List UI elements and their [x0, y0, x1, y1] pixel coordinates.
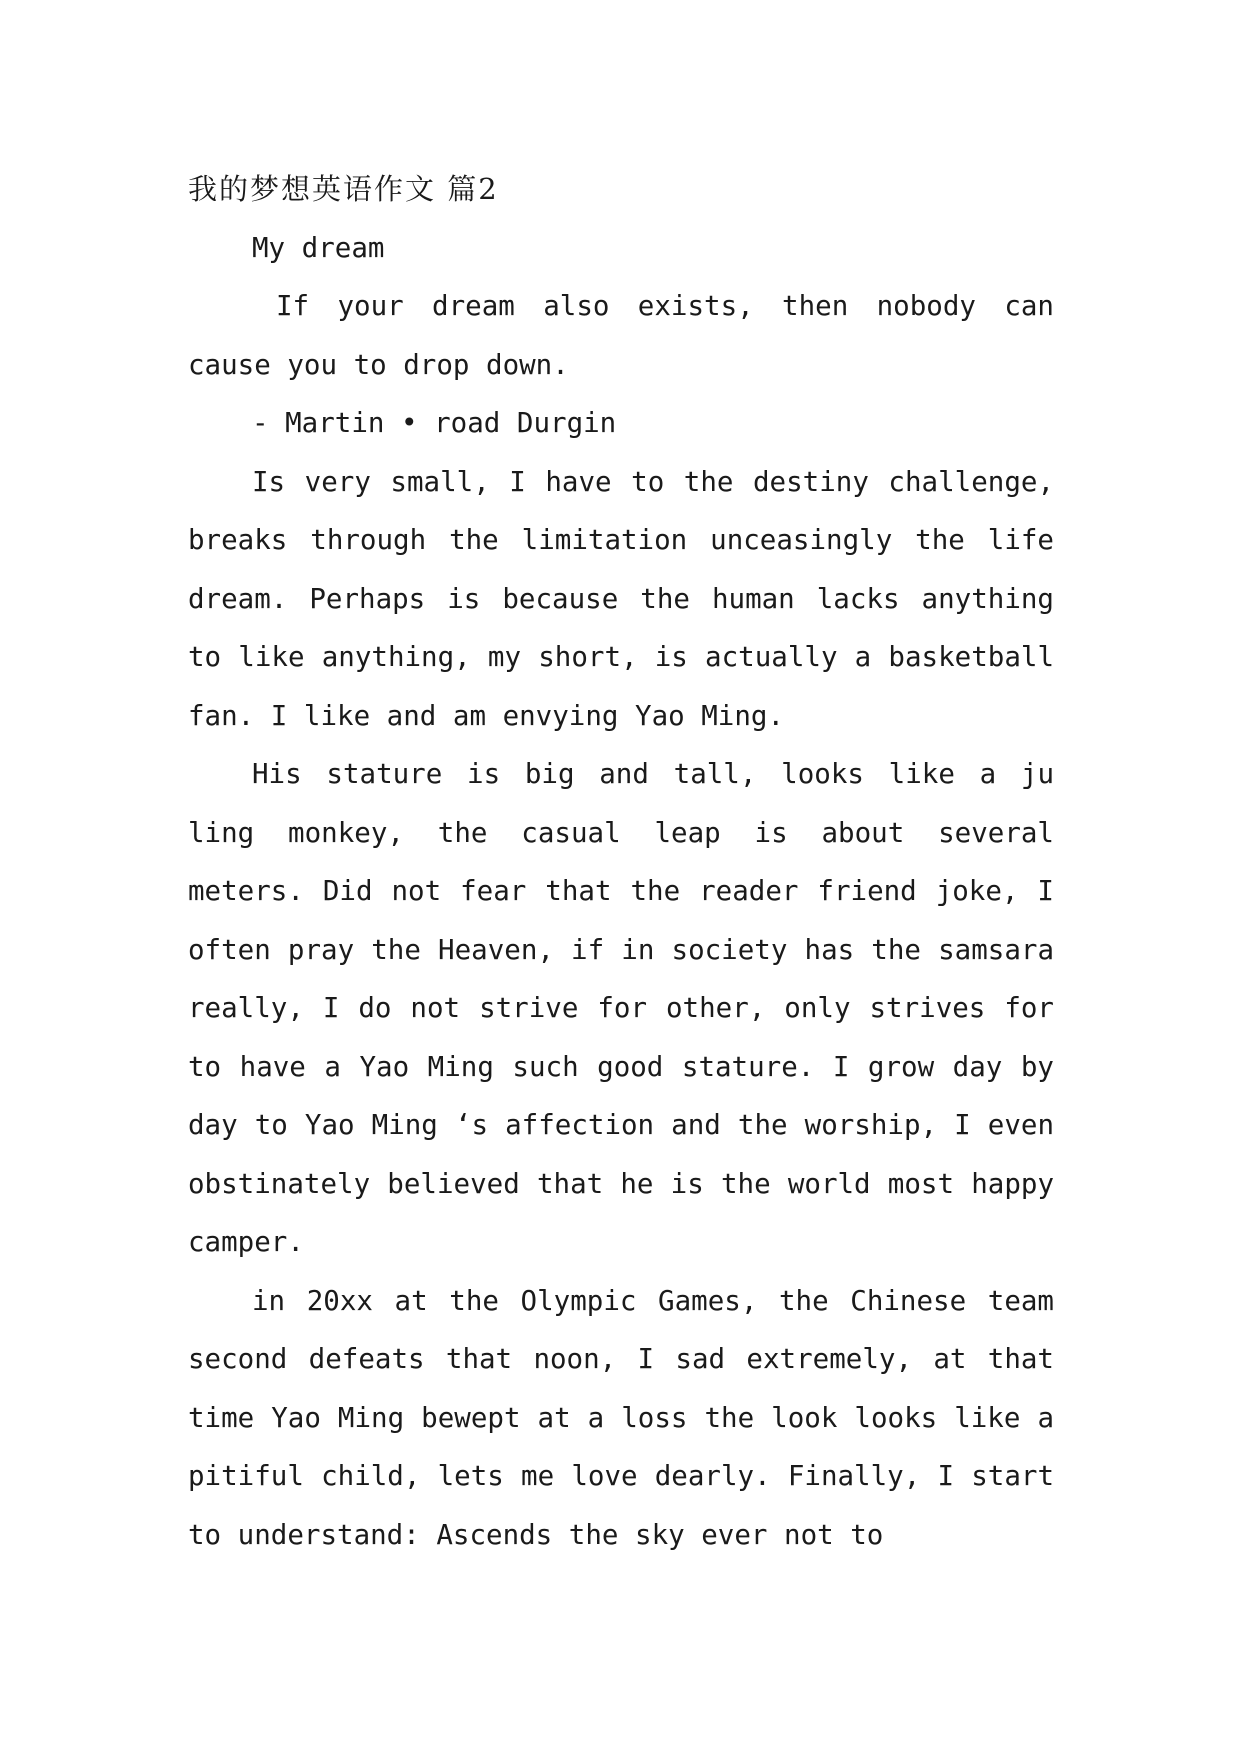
paragraph-1: Is very small, I have to the destiny challenge, breaks through the limitation unceasingly the life dream. Perhaps is because the human lacks anything to like anything, my short, is actually a basketball fan. I like and am envying Yao Ming.: [188, 465, 1054, 732]
epigraph-quote: If your dream also exists, then nobody can cause you to drop down.: [188, 290, 1054, 381]
paragraph-2: His stature is big and tall, looks like a ju ling monkey, the casual leap is about several meters. Did not fear that the reader friend joke, I often pray the Heaven, if in society has the samsara really, I do not strive for other, only strives for to have a Yao Ming such good stature. I grow day by day to Yao Ming ‘s affection and the worship, I even obstinately believed that he is the world most happy camper.: [188, 758, 1054, 1258]
document-body: [188, 160, 1054, 1564]
essay-title: My dream: [252, 231, 385, 264]
quote-attribution: - Martin • road Durgin: [252, 407, 617, 439]
paragraph-3: in 20xx at the Olympic Games, the Chinese team second defeats that noon, I sad extremely, at that time Yao Ming bewept at a loss the look looks like a pitiful child, lets me love dearly. Finally, I start to understand: Ascends the sky ever not to: [188, 1284, 1054, 1551]
section-heading: 我的梦想英语作文 篇2: [188, 172, 499, 206]
